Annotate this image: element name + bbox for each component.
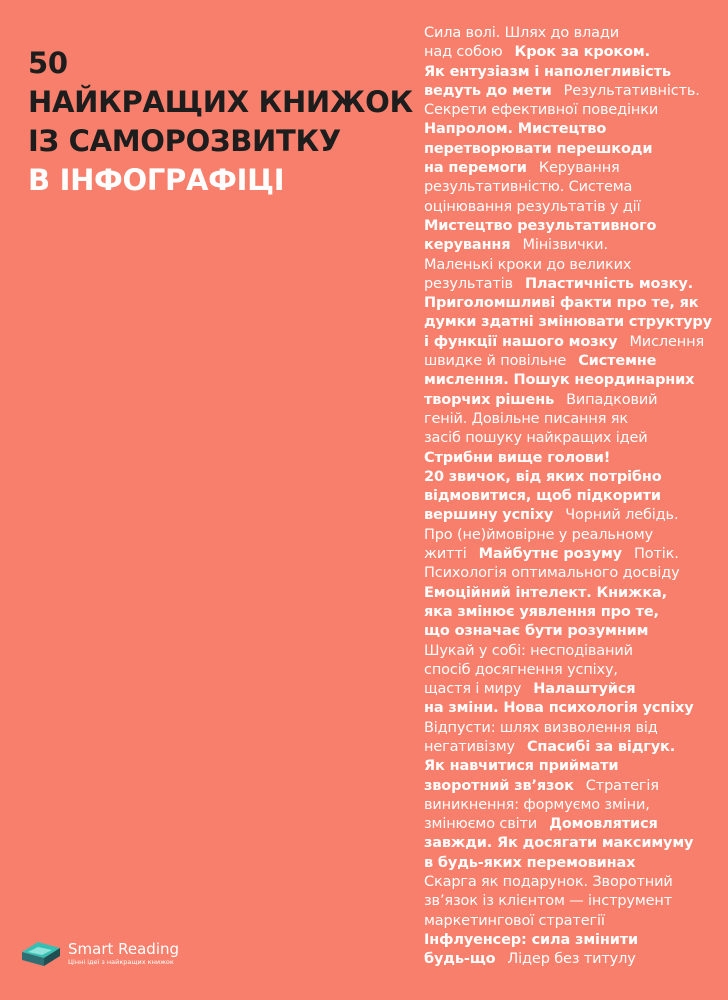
book-title-bold: мислення. Пошук неординарних — [424, 372, 695, 389]
book-title-bold: Налаштуйся — [533, 681, 636, 698]
book-list-line — [424, 352, 716, 371]
logo-name: Smart Reading — [68, 939, 180, 958]
book-title: Результативність. — [563, 82, 700, 99]
book-title-bold: Емоційний інтелект. Книжка, — [424, 584, 668, 601]
book-title-bold: Системне — [578, 353, 657, 370]
logo-tagline: Цінні ідеї з найкращих книжок — [68, 957, 174, 966]
book-title: Потік. — [633, 546, 679, 563]
book-list-line — [424, 526, 716, 545]
book-title: Мінізвички. — [522, 237, 608, 254]
book-title-bold: на зміни. Нова психологія успіху — [424, 700, 694, 717]
book-title-bold: яка змінює уявлення про те, — [424, 603, 659, 620]
book-list-line — [424, 449, 716, 468]
title-line-infographic: В ІНФОГРАФІЦІ — [28, 163, 285, 197]
book-title: Маленькі кроки до великих — [424, 256, 632, 273]
book-list-line — [424, 63, 716, 82]
book-title: Секрети ефективної поведінки — [424, 102, 659, 119]
book-list-line — [424, 564, 716, 583]
book-title-bold: перетворювати перешкоди — [424, 140, 653, 157]
book-list-line — [424, 719, 716, 738]
book-title-bold: керування — [424, 237, 511, 254]
book-list-line — [424, 757, 716, 776]
book-list-line — [424, 699, 716, 718]
title-line-self-development: ІЗ САМОРОЗВИТКУ — [28, 124, 341, 158]
book-list-line — [424, 834, 716, 853]
book-list-line — [424, 391, 716, 410]
book-list-line — [424, 506, 716, 525]
book-title: маркетингової стратегії — [424, 912, 605, 929]
book-title-bold: Спасибі за відгук. — [526, 738, 676, 755]
book-list-line — [424, 178, 716, 197]
book-list-line — [424, 333, 716, 352]
book-title-bold: Інфлуенсер: сила змінити — [424, 931, 638, 948]
title-line-number: 50 — [28, 46, 68, 80]
book-title: спосіб досягнення успіху, — [424, 661, 618, 678]
book-list-line — [424, 487, 716, 506]
book-list-line — [424, 371, 716, 390]
book-logo-icon — [20, 938, 62, 968]
book-list-line — [424, 777, 716, 796]
book-title-bold: завжди. Як досягати максимуму — [424, 835, 694, 852]
book-title-bold: Домовлятися — [549, 816, 658, 833]
book-list-line — [424, 603, 716, 622]
book-list-line — [424, 198, 716, 217]
book-list-line — [424, 950, 716, 969]
book-title: змінюємо світи — [424, 816, 538, 833]
book-title-bold: Як навчитися приймати — [424, 758, 619, 775]
book-list-line — [424, 313, 716, 332]
book-title: Шукай у собі: несподіваний — [424, 642, 633, 659]
book-title: геній. Довільне писання як — [424, 410, 628, 427]
book-title: оцінювання результатів у дії — [424, 198, 641, 215]
book-title: Стратегія — [585, 777, 659, 794]
book-title: Сила волі. Шлях до влади — [424, 25, 619, 41]
book-list-line — [424, 256, 716, 275]
book-list-line — [424, 622, 716, 641]
book-title-bold: ведуть до мети — [424, 82, 552, 99]
book-title-bold: на перемоги — [424, 160, 527, 177]
book-title-bold: зворотний зв’язок — [424, 777, 574, 794]
book-list-line — [424, 545, 716, 564]
title-line-best-books: НАЙКРАЩИХ КНИЖОК — [28, 85, 413, 119]
smart-reading-logo — [20, 936, 179, 970]
book-title-bold: Як ентузіазм і наполегливість — [424, 63, 671, 80]
book-list-line — [424, 120, 716, 139]
book-list-line — [424, 738, 716, 757]
book-title-bold: будь-що — [424, 951, 496, 968]
book-title-bold: що означає бути розумним — [424, 623, 649, 640]
book-title: результативністю. Система — [424, 179, 633, 196]
book-title: негативізму — [424, 738, 515, 755]
book-title-bold: відмовитися, щоб підкорити — [424, 488, 661, 505]
book-list-line — [424, 854, 716, 873]
book-list-line — [424, 584, 716, 603]
book-title: щастя і миру — [424, 681, 522, 698]
book-title-bold: в будь-яких перемовинах — [424, 854, 636, 871]
book-list-line — [424, 236, 716, 255]
book-title: Керування — [538, 160, 620, 177]
book-title: виникнення: формуємо зміни, — [424, 796, 650, 813]
book-title: над собою — [424, 44, 503, 61]
book-title: зв’язок із клієнтом — інструмент — [424, 893, 673, 910]
book-list-line — [424, 680, 716, 699]
book-title: результатів — [424, 275, 513, 292]
book-list-line — [424, 294, 716, 313]
book-title: Мислення — [629, 333, 705, 350]
book-title-bold: Майбутнє розуму — [478, 546, 622, 563]
book-title: житті — [424, 546, 467, 563]
book-title-bold: 20 звичок, від яких потрібно — [424, 468, 662, 485]
book-title-bold: і функції нашого мозку — [424, 333, 618, 350]
book-title: Відпусти: шлях визволення від — [424, 719, 658, 736]
book-title: Лідер без титулу — [507, 951, 636, 968]
book-title-bold: Стрибни вище голови! — [424, 449, 611, 466]
book-title-bold: Приголомшливі факти про те, як — [424, 295, 699, 312]
book-list-line — [424, 24, 716, 43]
book-title-bold: творчих рішень — [424, 391, 555, 408]
book-title-bold: Крок за кроком. — [514, 44, 650, 61]
book-title-bold: вершину успіху — [424, 507, 554, 524]
book-list-line — [424, 159, 716, 178]
book-list-line — [424, 43, 716, 62]
book-title: швидке й повільне — [424, 353, 567, 370]
book-list — [424, 24, 716, 970]
book-title: Випадковий — [566, 391, 658, 408]
book-list-line — [424, 468, 716, 487]
book-title-bold: думки здатні змінювати структуру — [424, 314, 712, 331]
book-list-line — [424, 101, 716, 120]
book-title: Психологія оптимального досвіду — [424, 565, 680, 582]
book-list-line — [424, 140, 716, 159]
book-title: засіб пошуку найкращих ідей — [424, 430, 648, 447]
book-title: Про (не)ймовірне у реальному — [424, 526, 654, 543]
book-list-line — [424, 642, 716, 661]
book-list-line — [424, 275, 716, 294]
book-list-line — [424, 931, 716, 950]
book-list-line — [424, 410, 716, 429]
book-list-line — [424, 873, 716, 892]
book-list-line — [424, 796, 716, 815]
book-list-line — [424, 661, 716, 680]
book-list-line — [424, 82, 716, 101]
book-list-line — [424, 429, 716, 448]
book-title-bold: Пластичність мозку. — [524, 275, 693, 292]
book-list-line — [424, 892, 716, 911]
book-list-line — [424, 912, 716, 931]
book-title-bold: Мистецтво результативного — [424, 217, 657, 234]
page-title — [28, 44, 413, 200]
book-list-line — [424, 815, 716, 834]
book-title: Чорний лебідь. — [565, 507, 679, 524]
book-title: Скарга як подарунок. Зворотний — [424, 874, 673, 891]
book-list-line — [424, 217, 716, 236]
book-title-bold: Напролом. Мистецтво — [424, 121, 607, 138]
